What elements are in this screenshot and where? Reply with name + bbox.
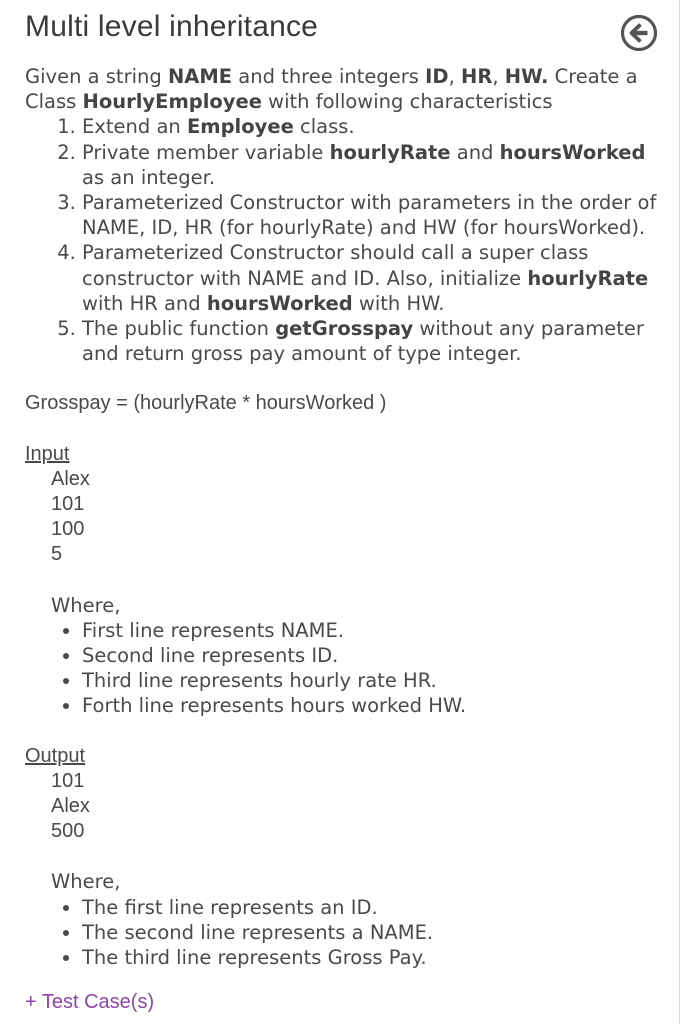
input-line: 101 xyxy=(51,493,85,516)
input-notes xyxy=(25,618,665,719)
input-sample xyxy=(25,467,665,568)
requirement-item: 3. Parameterized Constructor with parameters in the order of NAME, ID, HR (for hourlyRate) and HW (for hoursWorked). xyxy=(82,190,665,240)
note-item: • First line represents NAME. xyxy=(82,618,665,643)
note-item: • The second line represents a NAME. xyxy=(82,920,665,945)
grosspay-formula: Grosspay = (hourlyRate * hoursWorked ) xyxy=(25,392,387,415)
note-item: • Forth line represents hours worked HW. xyxy=(82,693,665,718)
note-item: • Third line represents hourly rate HR. xyxy=(82,668,665,693)
output-heading: Output xyxy=(25,744,86,767)
output-line: 500 xyxy=(51,820,85,843)
problem-statement xyxy=(25,64,665,970)
problem-intro: Given a string NAME and three integers ID, HR, HW. Create a Class HourlyEmployee with following characteristics xyxy=(25,65,638,114)
output-notes xyxy=(25,895,665,971)
panel-divider xyxy=(679,0,680,1024)
input-line: Alex xyxy=(51,467,90,490)
output-sample xyxy=(25,769,665,845)
add-test-case-link[interactable]: + Test Case(s) xyxy=(25,991,155,1013)
requirements-list xyxy=(25,114,665,366)
requirement-item: 5. The public function getGrosspay without any parameter and return gross pay amount of type integer. xyxy=(82,316,665,366)
back-arrow-circle-icon xyxy=(620,14,658,52)
output-line: 101 xyxy=(51,769,85,792)
input-where-label: Where, xyxy=(51,593,121,617)
note-item: • The first line represents an ID. xyxy=(82,895,665,920)
page-title: Multi level inheritance xyxy=(25,10,319,43)
back-button[interactable] xyxy=(620,14,658,52)
output-where-label: Where, xyxy=(51,870,121,894)
input-line: 100 xyxy=(51,518,85,541)
requirement-item: 2. Private member variable hourlyRate and hoursWorked as an integer. xyxy=(82,140,665,190)
note-item: • Second line represents ID. xyxy=(82,643,665,668)
input-line: 5 xyxy=(51,543,63,566)
output-line: Alex xyxy=(51,795,90,818)
note-item: • The third line represents Gross Pay. xyxy=(82,945,665,970)
requirement-item: 4. Parameterized Constructor should call a super class constructor with NAME and ID. Also, initialize hourlyRate with HR and hoursWorked with HW. xyxy=(82,240,665,316)
input-heading: Input xyxy=(25,442,70,465)
requirement-item: 1. Extend an Employee class. xyxy=(82,114,665,139)
